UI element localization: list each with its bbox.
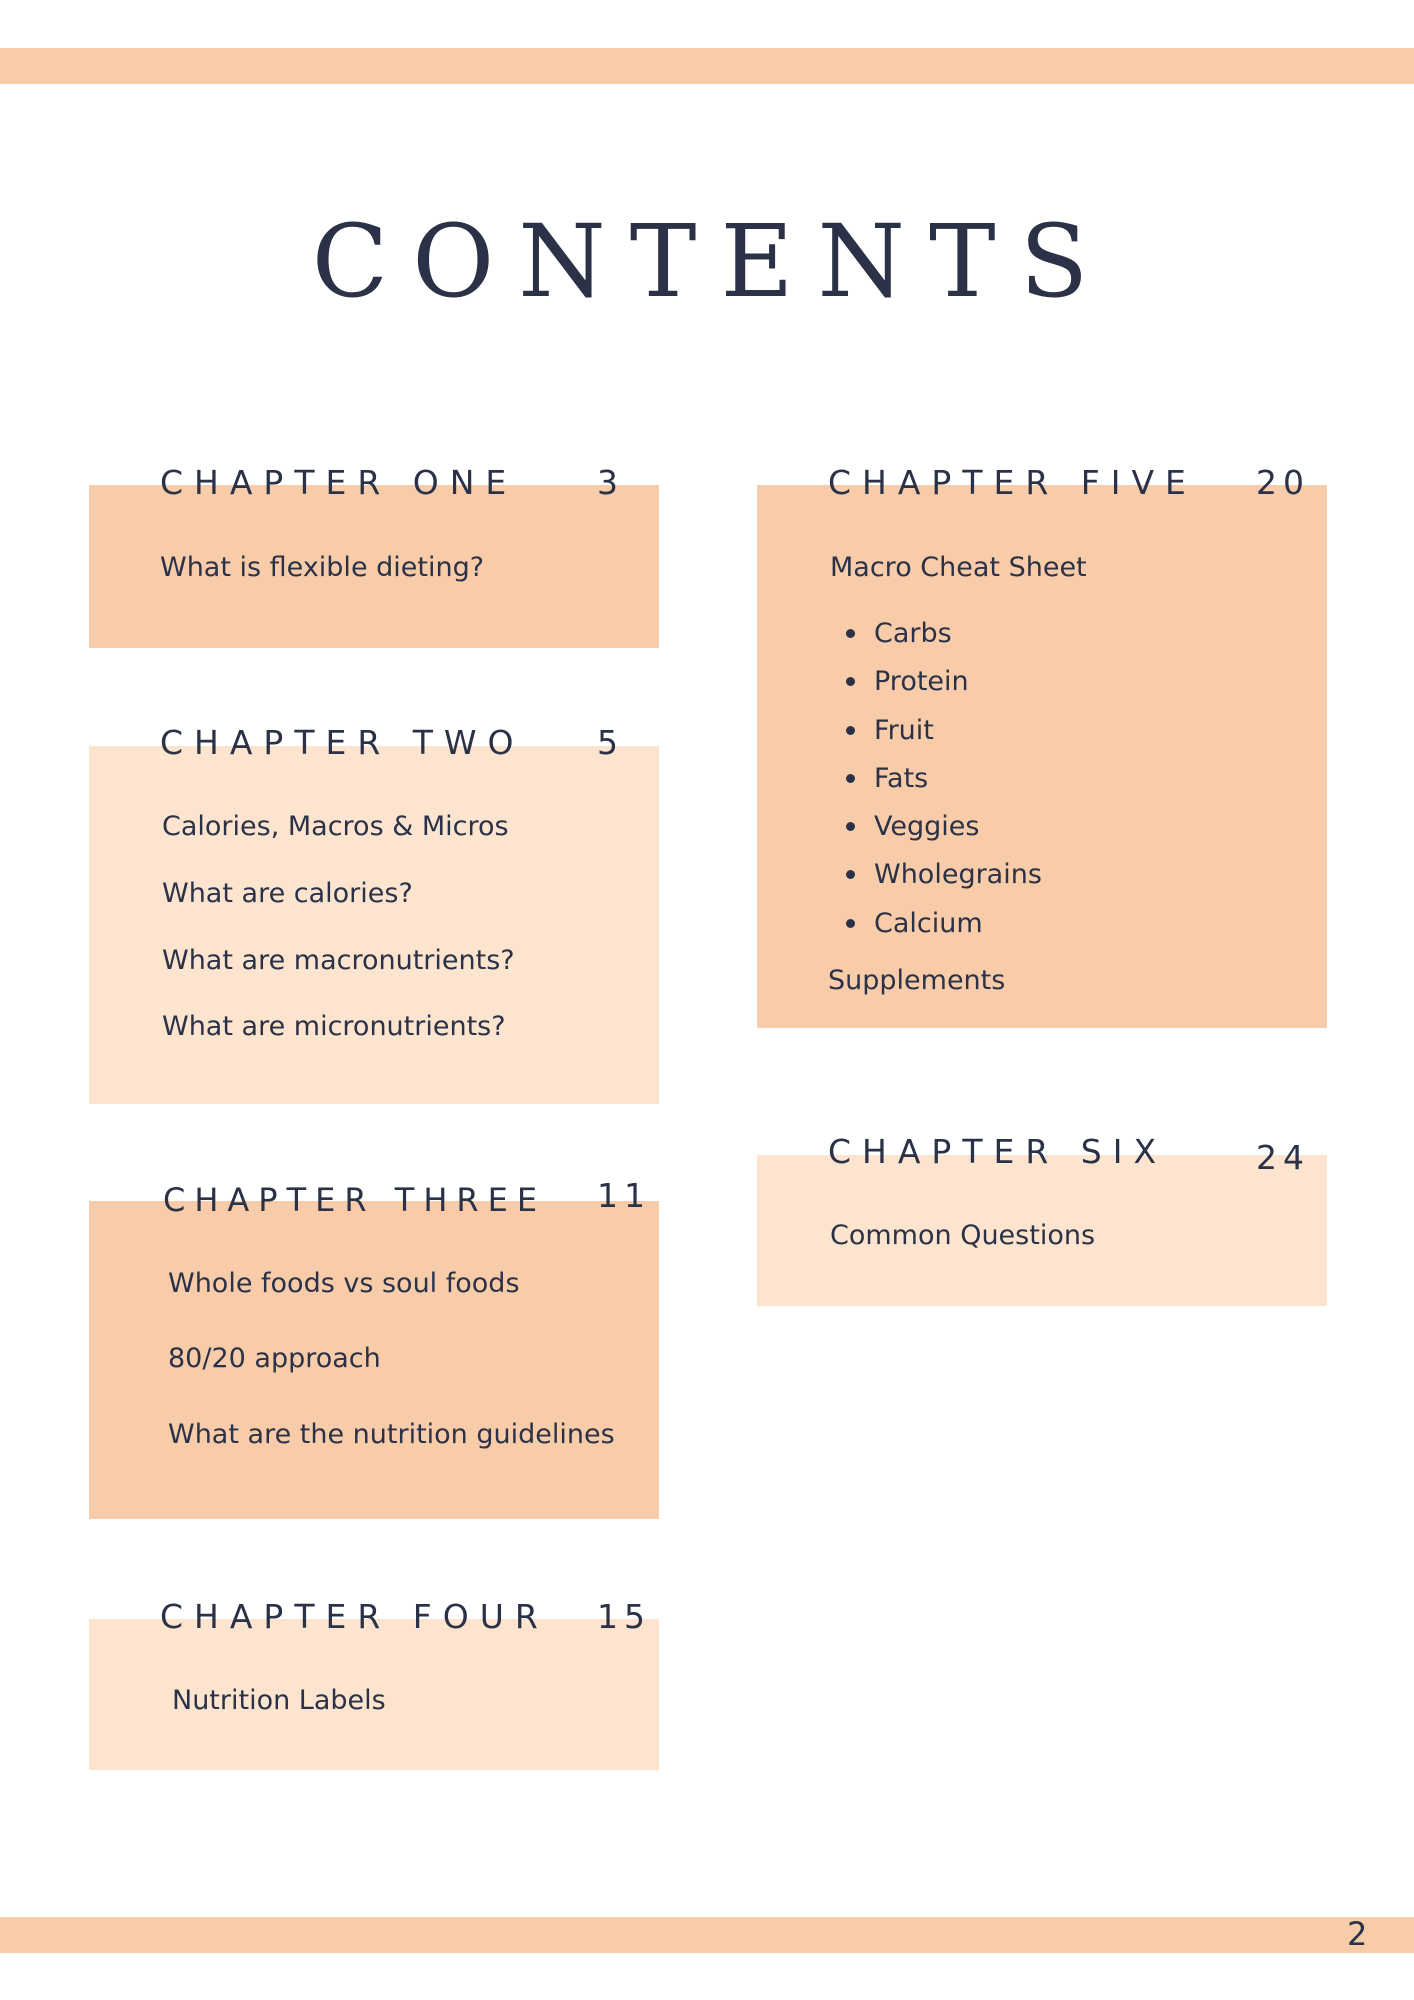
chapter-two-topic-4[interactable]: What are micronutrients? <box>162 1011 506 1042</box>
chapter-two-topic-1[interactable]: Calories, Macros & Micros <box>162 811 509 842</box>
bullet-item[interactable] <box>846 620 1042 668</box>
bullet-dot-icon <box>846 677 855 686</box>
bottom-decorative-band <box>0 1917 1414 1953</box>
bullet-item[interactable] <box>846 714 1042 765</box>
chapter-three-topic-3[interactable]: What are the nutrition guidelines <box>168 1419 615 1450</box>
chapter-six-page-number[interactable]: 24 <box>1256 1138 1310 1177</box>
bullet-dot-icon <box>846 822 855 831</box>
chapter-four-heading[interactable]: CHAPTER FOUR <box>160 1597 549 1636</box>
chapter-one-heading[interactable]: CHAPTER ONE <box>160 463 518 502</box>
bullet-label: Protein <box>874 666 969 698</box>
bullet-item[interactable] <box>846 907 1042 958</box>
chapter-three-page-number[interactable]: 11 <box>597 1176 651 1215</box>
bullet-label: Carbs <box>874 618 952 649</box>
chapter-two-topic-2[interactable]: What are calories? <box>162 878 413 909</box>
chapter-two-box <box>89 746 659 1104</box>
chapter-five-topic-1[interactable]: Macro Cheat Sheet <box>830 552 1087 583</box>
page-number: 2 <box>1347 1915 1368 1953</box>
chapter-five-supplements[interactable]: Supplements <box>828 965 1006 996</box>
macro-bullet-list <box>846 620 1042 958</box>
chapter-four-topic-1[interactable]: Nutrition Labels <box>172 1685 386 1716</box>
bullet-item[interactable] <box>846 813 1042 861</box>
chapter-two-heading[interactable]: CHAPTER TWO <box>160 723 525 762</box>
chapter-six-heading[interactable]: CHAPTER SIX <box>828 1132 1168 1171</box>
bullet-dot-icon <box>846 870 855 879</box>
top-decorative-band <box>0 48 1414 84</box>
bullet-item[interactable] <box>846 861 1042 909</box>
chapter-five-heading[interactable]: CHAPTER FIVE <box>828 463 1197 502</box>
bullet-label: Veggies <box>874 811 980 843</box>
bullet-label: Fats <box>874 762 929 794</box>
page-title: CONTENTS <box>311 203 1113 320</box>
chapter-three-topic-1[interactable]: Whole foods vs soul foods <box>168 1268 520 1299</box>
chapter-one-page-number[interactable]: 3 <box>597 463 624 502</box>
bullet-label: Wholegrains <box>874 859 1042 891</box>
bullet-dot-icon <box>846 919 855 928</box>
chapter-three-topic-2[interactable]: 80/20 approach <box>168 1343 381 1374</box>
bullet-dot-icon <box>846 774 855 783</box>
bullet-item[interactable] <box>846 668 1042 716</box>
chapter-three-heading[interactable]: CHAPTER THREE <box>163 1181 547 1219</box>
chapter-two-topic-3[interactable]: What are macronutrients? <box>162 945 515 976</box>
chapter-four-page-number[interactable]: 15 <box>597 1597 651 1636</box>
bullet-label: Calcium <box>874 907 983 939</box>
bullet-label: Fruit <box>874 714 934 746</box>
chapter-six-topic-1[interactable]: Common Questions <box>830 1220 1096 1251</box>
chapter-one-topic-1[interactable]: What is flexible dieting? <box>160 552 485 583</box>
bullet-item[interactable] <box>846 762 1042 813</box>
chapter-two-page-number[interactable]: 5 <box>597 723 624 762</box>
bullet-dot-icon <box>846 726 855 735</box>
bullet-dot-icon <box>846 629 855 638</box>
chapter-five-page-number[interactable]: 20 <box>1256 463 1310 502</box>
